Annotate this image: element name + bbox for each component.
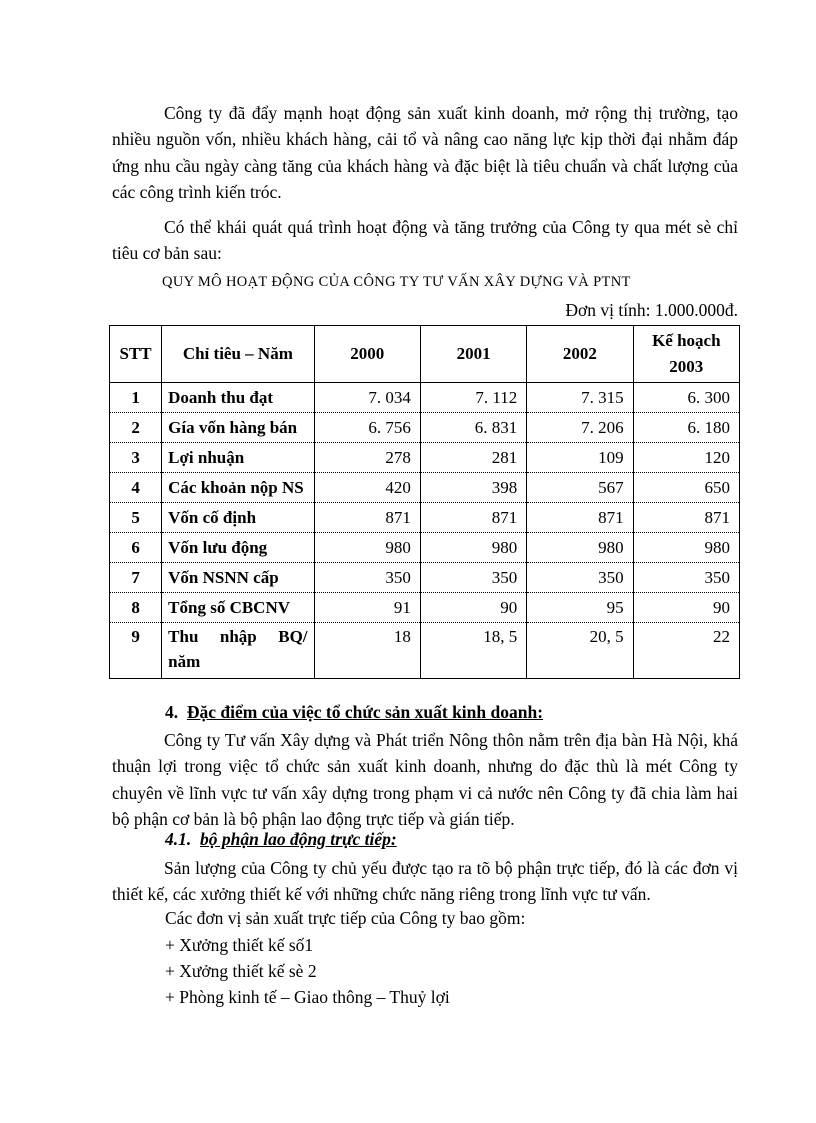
cell-2002: 350 (527, 563, 633, 593)
table-row (110, 503, 740, 533)
section-4-1-intro-line: Các đơn vị sản xuất trực tiếp của Công ty bao gồm: (165, 908, 526, 928)
table-row (110, 383, 740, 413)
cell-stt: 5 (110, 503, 162, 533)
cell-2000: 6. 756 (314, 413, 420, 443)
section-4-heading: 4. Đặc điểm của việc tổ chức sản xuất kinh doanh: (165, 702, 544, 722)
cell-2001: 350 (420, 563, 526, 593)
cell-label: Lợi nhuận (162, 443, 314, 473)
table-row (110, 533, 740, 563)
cell-2000: 91 (314, 593, 420, 623)
list-item: + Phòng kinh tế – Giao thông – Thuỷ lợi (165, 987, 450, 1007)
cell-2000: 18 (314, 623, 420, 679)
cell-2000: 350 (314, 563, 420, 593)
cell-2002: 109 (527, 443, 633, 473)
list-item: + Xưởng thiết kế số1 (165, 935, 314, 955)
cell-label: Doanh thu đạt (162, 383, 314, 413)
cell-2002: 20, 5 (527, 623, 633, 679)
cell-stt: 6 (110, 533, 162, 563)
cell-2001: 6. 831 (420, 413, 526, 443)
cell-plan: 22 (633, 623, 739, 679)
cell-2001: 7. 112 (420, 383, 526, 413)
cell-2002: 95 (527, 593, 633, 623)
cell-stt: 4 (110, 473, 162, 503)
cell-plan: 980 (633, 533, 739, 563)
header-2001: 2001 (420, 326, 526, 383)
cell-2000: 278 (314, 443, 420, 473)
table-unit: Đơn vị tính: 1.000.000đ. (565, 300, 738, 320)
section-4-1-heading: 4.1. bộ phận lao động trực tiếp: (165, 829, 397, 849)
cell-2001: 871 (420, 503, 526, 533)
cell-2001: 281 (420, 443, 526, 473)
cell-2002: 7. 315 (527, 383, 633, 413)
table-row (110, 473, 740, 503)
table-header-row (110, 326, 740, 383)
table-title: QUY MÔ HOẠT ĐỘNG CỦA CÔNG TY TƯ VẤN XÂY DỰNG VÀ PTNT (162, 274, 631, 290)
cell-label: Thu nhập BQ/ năm (162, 623, 314, 679)
cell-stt: 1 (110, 383, 162, 413)
cell-2000: 871 (314, 503, 420, 533)
cell-label: Vốn NSNN cấp (162, 563, 314, 593)
cell-plan: 871 (633, 503, 739, 533)
table-row (110, 593, 740, 623)
cell-2001: 90 (420, 593, 526, 623)
cell-2002: 980 (527, 533, 633, 563)
cell-2001: 398 (420, 473, 526, 503)
table-row (110, 443, 740, 473)
cell-2001: 980 (420, 533, 526, 563)
cell-2000: 7. 034 (314, 383, 420, 413)
table-row (110, 413, 740, 443)
header-indicator: Chỉ tiêu – Năm (162, 326, 314, 383)
cell-plan: 650 (633, 473, 739, 503)
cell-plan: 350 (633, 563, 739, 593)
intro-paragraph-1: Công ty đã đẩy mạnh hoạt động sản xuất kinh doanh, mở rộng thị trường, tạo nhiều nguồn vốn, nhiều khách hàng, cải tổ và nâng cao năng lực kịp thời đại nhằm đáp ứng nhu cầu ngày càng tăng của khách hàng và đặc biệt là tiêu chuẩn và chất lượng của các công trình kiến tróc. (112, 103, 738, 202)
cell-2001: 18, 5 (420, 623, 526, 679)
cell-plan: 6. 300 (633, 383, 739, 413)
cell-plan: 120 (633, 443, 739, 473)
table-row (110, 623, 740, 679)
list-item: + Xưởng thiết kế sè 2 (165, 961, 317, 981)
cell-stt: 8 (110, 593, 162, 623)
header-2002: 2002 (527, 326, 633, 383)
header-stt: STT (110, 326, 162, 383)
header-plan-2003: Kế hoạch 2003 (633, 326, 739, 383)
cell-label: Tổng số CBCNV (162, 593, 314, 623)
cell-stt: 7 (110, 563, 162, 593)
cell-label: Các khoản nộp NS (162, 473, 314, 503)
table-row (110, 563, 740, 593)
cell-2000: 980 (314, 533, 420, 563)
cell-2002: 871 (527, 503, 633, 533)
cell-2000: 420 (314, 473, 420, 503)
operations-table (109, 325, 740, 679)
cell-stt: 3 (110, 443, 162, 473)
cell-label: Vốn cố định (162, 503, 314, 533)
intro-paragraph-2: Có thể khái quát quá trình hoạt động và tăng trưởng của Công ty qua mét sè chỉ tiêu cơ bản sau: (112, 217, 738, 264)
cell-plan: 90 (633, 593, 739, 623)
header-2000: 2000 (314, 326, 420, 383)
cell-label: Gía vốn hàng bán (162, 413, 314, 443)
cell-2002: 567 (527, 473, 633, 503)
cell-label: Vốn lưu động (162, 533, 314, 563)
cell-stt: 9 (110, 623, 162, 679)
cell-plan: 6. 180 (633, 413, 739, 443)
section-4-1-paragraph: Sản lượng của Công ty chủ yếu được tạo ra tõ bộ phận trực tiếp, đó là các đơn vị thiết kế, các xưởng thiết kế với những chức năng riêng trong lĩnh vực tư vấn. (112, 858, 738, 905)
section-4-paragraph: Công ty Tư vấn Xây dựng và Phát triển Nông thôn nằm trên địa bàn Hà Nội, khá thuận lợi trong việc tổ chức sản xuất kinh doanh, nhưng do đặc thù là mét Công ty chuyên về lĩnh vực tư vấn xây dựng trong phạm vi cả nước nên Công ty đã chia làm hai bộ phận cơ bản là bộ phận lao động trực tiếp và gián tiếp. (112, 730, 738, 829)
cell-stt: 2 (110, 413, 162, 443)
cell-2002: 7. 206 (527, 413, 633, 443)
